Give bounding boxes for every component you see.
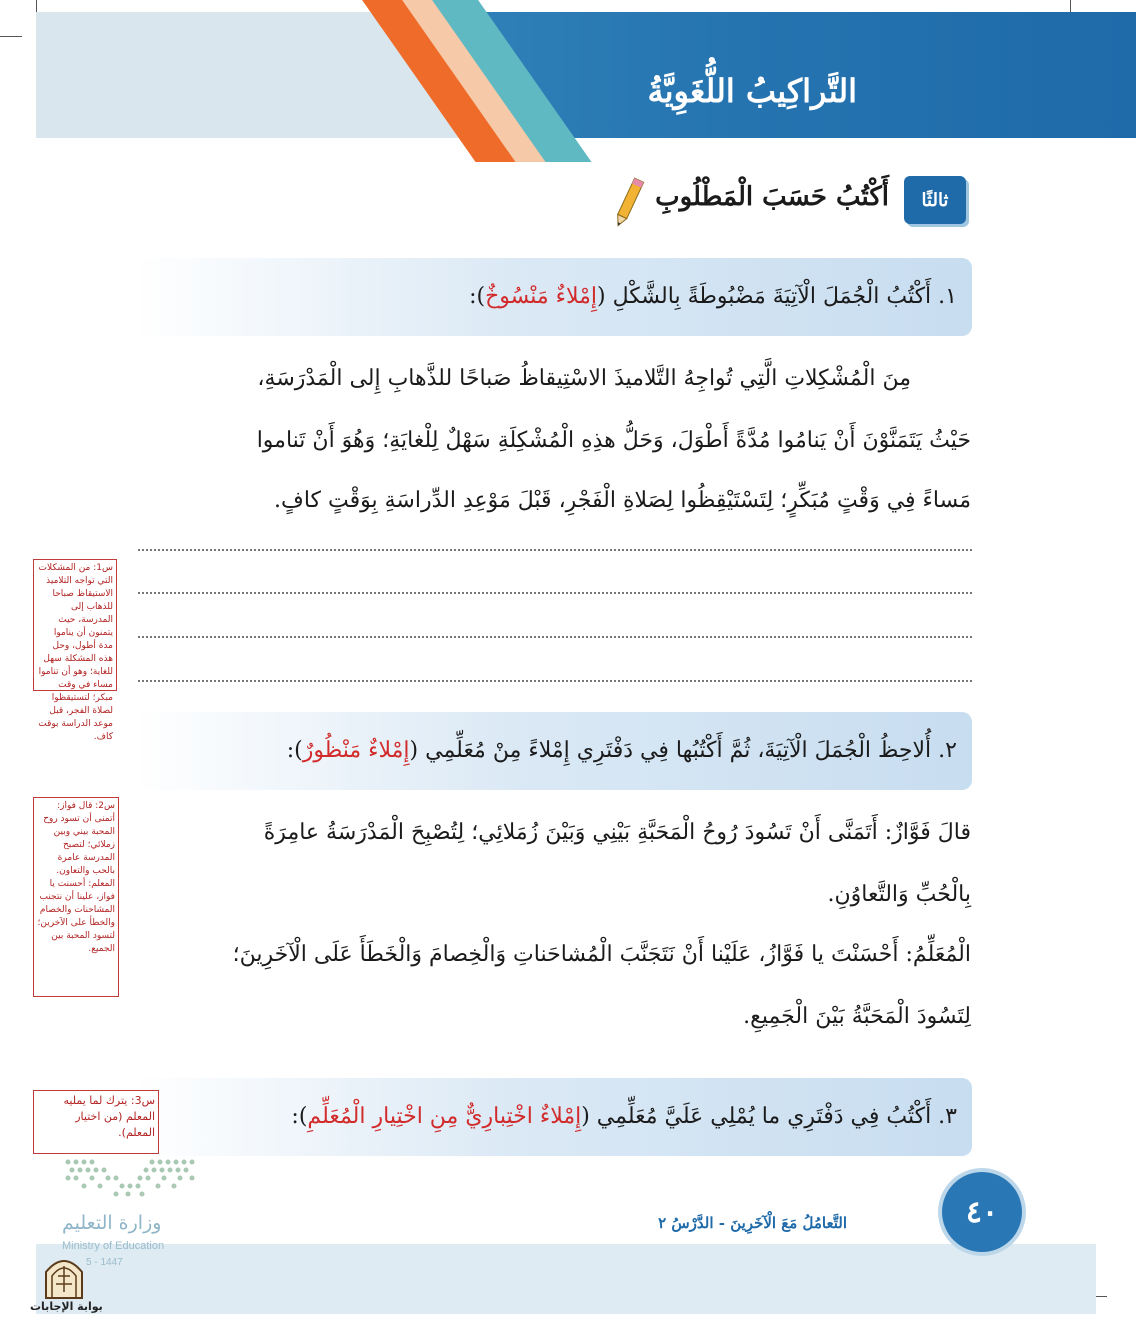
bawaba-logo-icon: [42, 1252, 86, 1300]
question-type: إِمْلاءٌ مَنْظُورٌ: [302, 738, 410, 763]
passage-line: قالَ فَوَّازٌ: أَتَمَنَّى أَنْ تَسُودَ رُوحُ الْمَحَبَّةِ بَيْنِي وَبَيْنَ زُمَلائِي؛ لِتُصْبِحَ الْمَدْرَسَةُ عامِرَةً: [263, 820, 971, 845]
passage-line: لِتَسُودَ الْمَحَبَّةُ بَيْنَ الْجَمِيعِ.: [743, 1004, 971, 1029]
answer-line[interactable]: [138, 592, 972, 594]
pencil-icon: [612, 174, 646, 230]
question-2: [287, 738, 957, 763]
ministry-logo-icon: [62, 1156, 198, 1202]
passage-line: مِنَ الْمُشْكِلاتِ الَّتِي تُواجِهُ التَّلاميذَ الاسْتِيقاظُ صَباحًا للذَّهابِ إِلى الْمَدْرَسَةِ،: [257, 366, 911, 391]
answer-line[interactable]: [138, 636, 972, 638]
section-tag: ثالثًا: [904, 176, 966, 224]
lesson-label: التَّعامُلُ مَعَ الْآخَرِينَ - الدَّرْسُ ٢: [658, 1214, 847, 1232]
answer-note: س3: يترك لما يمليه المعلم (من اختيار المعلم).: [33, 1090, 159, 1154]
edition-year: 5 - 1447: [86, 1257, 123, 1268]
passage-line: الْمُعَلِّمُ: أَحْسَنْتَ يا فَوَّازُ، عَلَيْنا أَنْ نَتَجَنَّبَ الْمُشاحَناتِ وَالْخِصامَ وَالْخَطَأَ عَلَى الْآخَرِينَ؛: [232, 942, 971, 967]
page-title: التَّراكِيبُ اللُّغَوِيَّةُ: [647, 72, 857, 110]
passage-line: حَيْثُ يَتَمَنَّوْنَ أَنْ يَنامُوا مُدَّةً أَطْوَلَ، وَحَلُّ هذِهِ الْمُشْكِلَةِ سَهْلٌ لِلْغايَةِ؛ وَهُوَ أَنْ تَناموا: [256, 428, 971, 453]
question-type: إِمْلاءٌ اخْتِبارِيٌّ مِنِ اخْتِيارِ الْمُعَلِّمِ: [307, 1104, 582, 1129]
question-text: ٢. أُلاحِظُ الْجُمَلَ الْآتِيَةَ، ثُمَّ أَكْتُبُها فِي دَفْتَرِي إِمْلاءً مِنْ مُعَلِّمِي (: [409, 738, 957, 763]
question-text: ٣. أَكْتُبُ فِي دَفْتَرِي ما يُمْلِي عَلَيَّ مُعَلِّمِي (: [581, 1104, 957, 1129]
question-text: ١. أَكْتُبُ الْجُمَلَ الْآتِيَةَ مَضْبُوطَةً بِالشَّكْلِ (: [597, 284, 957, 309]
question-tail: ):: [286, 738, 303, 763]
answer-note: س2: قال فواز: أتمنى أن تسود روح المحبة بيني وبين زملائي؛ لتصبح المدرسة عامرة بالحب والتعاون. المعلم: أحسنت يا فواز، علينا أن نتجنب المشاحنات والخصام والخطأ على الآخرين؛ لتسود المحبة بين الجميع.: [33, 797, 119, 997]
section-title: أَكْتُبُ حَسَبَ الْمَطْلُوبِ: [655, 182, 889, 212]
question-3: [291, 1104, 957, 1129]
ministry-name-en: Ministry of Education: [62, 1240, 165, 1252]
question-1: [469, 284, 957, 309]
passage-line: مَساءً فِي وَقْتٍ مُبَكِّرٍ؛ لِتَسْتَيْقِظُوا لِصَلاةِ الْفَجْرِ، قَبْلَ مَوْعِدِ الدِّراسَةِ بِوَقْتٍ كافٍ.: [274, 488, 971, 513]
site-name: بوابة الإجابات: [30, 1300, 103, 1313]
ministry-name-ar: وزارة التعليم: [62, 1212, 162, 1234]
passage-line: بِالْحُبِّ وَالتَّعاوُنِ.: [827, 882, 971, 907]
footer-band: [36, 1244, 1096, 1314]
answer-line[interactable]: [138, 549, 972, 551]
question-tail: ):: [291, 1104, 308, 1129]
answer-line[interactable]: [138, 680, 972, 682]
header-band: [36, 12, 1096, 138]
crop-mark: [0, 36, 22, 37]
question-type: إِمْلاءٌ مَنْسُوخٌ: [485, 284, 598, 309]
answer-note: س1: من المشكلات التي تواجه التلاميذ الاستيقاظ صباحا للذهاب إلى المدرسة، حيث يتمنون أن يناموا مدة أطول، وحل هذه المشكلة سهل للغاية؛ وهو أن تناموا مساء في وقت مبكر؛ لتستيقظوا لصلاة الفجر، قبل موعد الدراسة بوقت كاف.: [33, 559, 117, 691]
page-number: ٤٠: [942, 1172, 1022, 1252]
question-tail: ):: [469, 284, 486, 309]
